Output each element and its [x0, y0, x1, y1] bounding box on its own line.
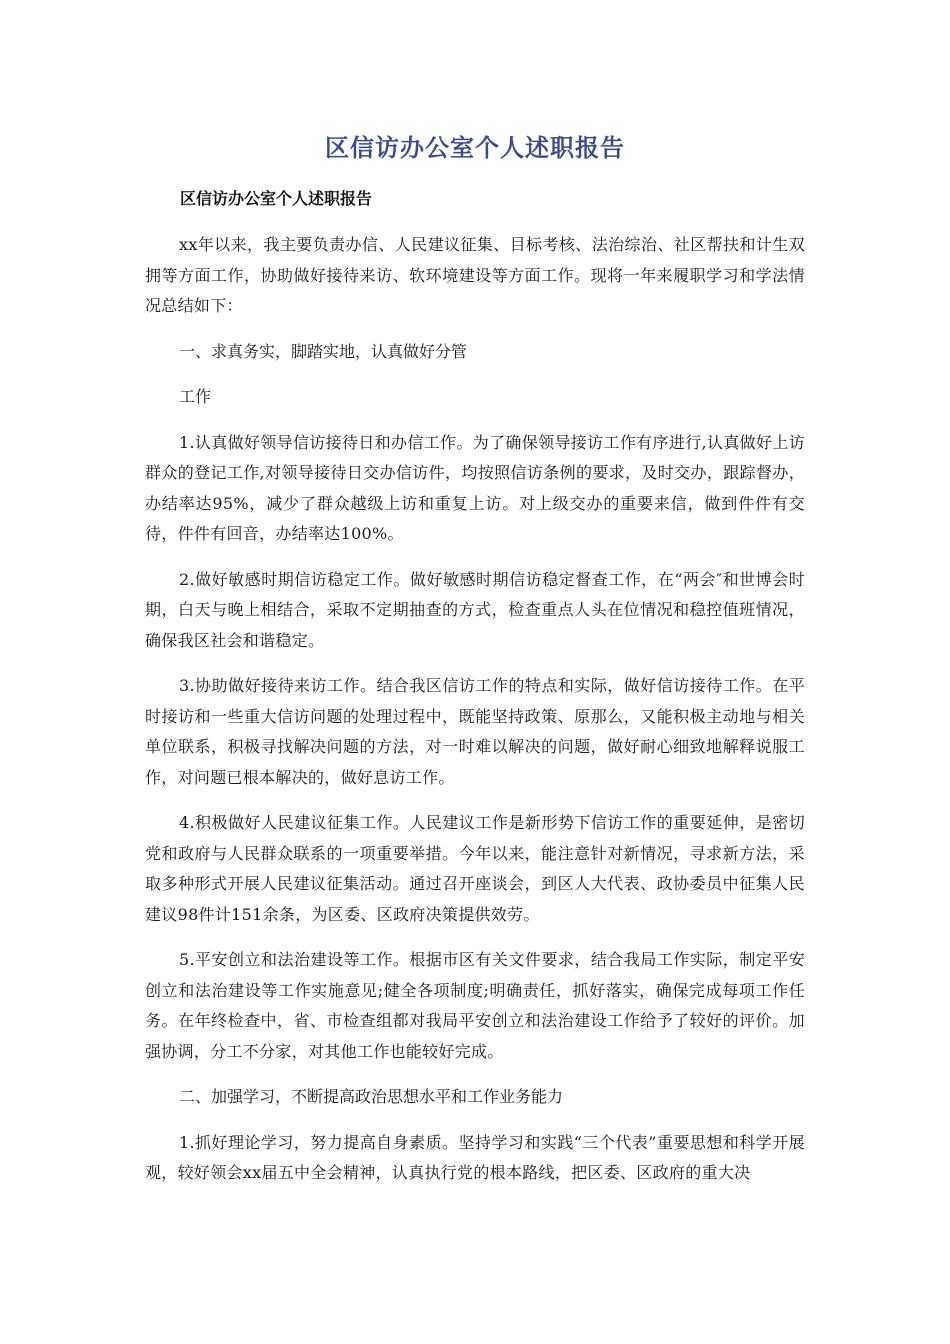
paragraph-item-4: 4.积极做好人民建议征集工作。人民建议工作是新形势下信访工作的重要延伸，是密切党和政府与人民群众联系的一项重要举措。今年以来，能注意针对新情况，寻求新方法，采取多种形式开展人民建议征集活动。通过召开座谈会，到区人大代表、政协委员中征集人民建议98件计151余条，为区委、区政府决策提供效劳。 — [145, 813, 805, 924]
section-heading-2: 二、加强学习，不断提高政治思想水平和工作业务能力 — [179, 1087, 564, 1106]
paragraph-item-1: 1.认真做好领导信访接待日和办信工作。为了确保领导接访工作有序进行,认真做好上访群众的登记工作,对领导接待日交办信访件，均按照信访条例的要求，及时交办，跟踪督办，办结率达95%，减少了群众越级上访和重复上访。对上级交办的重要来信，做到件件有交待，件件有回音，办结率达100%。 — [145, 432, 805, 543]
paragraph-item-5: 5.平安创立和法治建设等工作。根据市区有关文件要求，结合我局工作实际，制定平安创立和法治建设等工作实施意见;健全各项制度;明确责任，抓好落实，确保完成每项工作任务。在年终检查中，省、市检查组都对我局平安创立和法治建设工作给予了较好的评价。加强协调，分工不分家，对其他工作也能较好完成。 — [145, 950, 805, 1061]
document-title: 区信访办公室个人述职报告 — [325, 134, 625, 162]
document-subtitle: 区信访办公室个人述职报告 — [180, 189, 373, 208]
section-heading-1-continued: 工作 — [179, 387, 212, 406]
paragraph-section2-item-1: 1.抓好理论学习，努力提高自身素质。坚持学习和实践“三个代表”重要思想和科学开展观，较好领会xx届五中全会精神，认真执行党的根本路线，把区委、区政府的重大决 — [145, 1132, 805, 1182]
document-body — [145, 230, 805, 1204]
paragraph-intro: xx年以来，我主要负责办信、人民建议征集、目标考核、法治综治、社区帮扶和计生双拥等方面工作，协助做好接待来访、软环境建设等方面工作。现将一年来履职学习和学法情况总结如下： — [145, 235, 805, 315]
paragraph-item-2: 2.做好敏感时期信访稳定工作。做好敏感时期信访稳定督查工作，在“两会″和世博会时期，白天与晚上相结合，采取不定期抽查的方式，检查重点人头在位情况和稳控值班情况，确保我区社会和谐稳定。 — [145, 569, 805, 650]
section-heading-1: 一、求真务实，脚踏实地，认真做好分管 — [179, 341, 468, 361]
paragraph-item-3: 3.协助做好接待来访工作。结合我区信访工作的特点和实际，做好信访接待工作。在平时接访和一些重大信访问题的处理过程中，既能坚持政策、原那么，又能积极主动地与相关单位联系，积极寻找解决问题的方法，对一时难以解决的问题，做好耐心细致地解释说服工作，对问题已根本解决的，做好息访工作。 — [145, 676, 805, 787]
